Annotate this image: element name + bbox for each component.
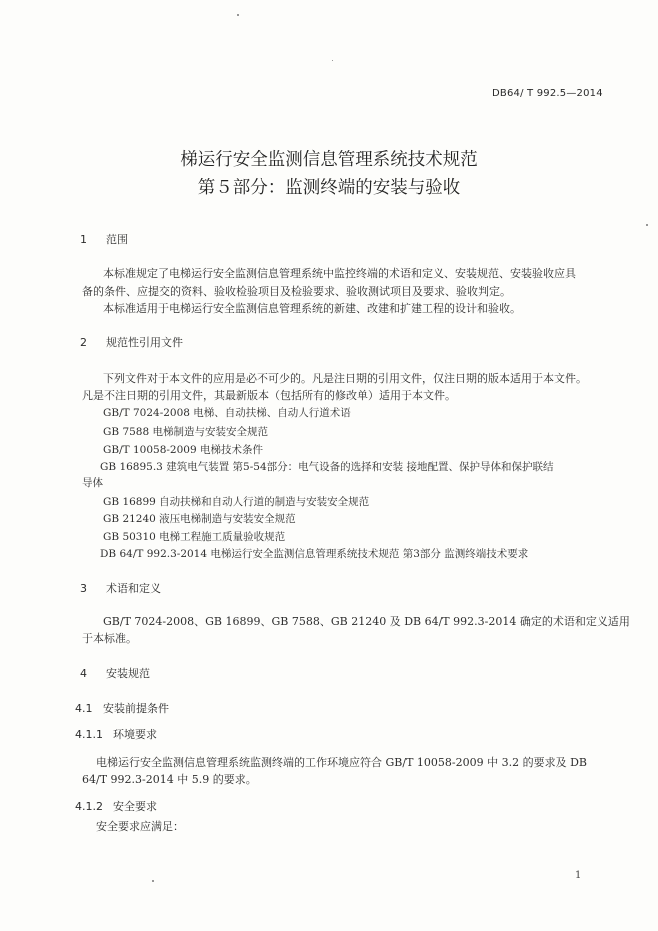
section-number: 2 <box>80 336 87 349</box>
paragraph: 备的条件、应提交的资料、验收检验项目及检验要求、验收测试项目及要求、验收判定。 <box>82 285 511 298</box>
section-heading-scope <box>80 231 128 247</box>
scan-speck <box>332 60 333 61</box>
section-title: 术语和定义 <box>106 582 161 595</box>
paragraph: 下列文件对于本文件的应用是必不可少的。凡是注日期的引用文件，仅注日期的版本适用于本文件。 <box>103 372 587 385</box>
paragraph: 凡是不注日期的引用文件，其最新版本（包括所有的修改单）适用于本文件。 <box>82 389 456 402</box>
reference-item: GB/T 10058-2009 电梯技术条件 <box>103 444 263 456</box>
subsection-title: 安全要求 <box>113 800 157 813</box>
section-heading-terms <box>80 580 161 596</box>
paragraph: 本标准规定了电梯运行安全监测信息管理系统中监控终端的术语和定义、安装规范、安装验收应具 <box>103 267 576 280</box>
scan-speck <box>646 224 648 226</box>
subsection-number: 4.1 <box>75 702 93 715</box>
paragraph: 本标准适用于电梯运行安全监测信息管理系统的新建、改建和扩建工程的设计和验收。 <box>103 302 521 315</box>
reference-item: GB 16895.3 建筑电气装置 第5-54部分：电气设备的选择和安装 接地配置、保护导体和保护联结 <box>100 461 554 473</box>
reference-item: GB 7588 电梯制造与安装安全规范 <box>103 426 269 438</box>
subsection-number: 4.1.1 <box>75 728 103 741</box>
subsection-title: 环境要求 <box>113 728 157 741</box>
section-title: 规范性引用文件 <box>106 336 183 349</box>
subsection-heading-preconditions <box>75 700 169 716</box>
subsection-heading-safety <box>75 798 157 814</box>
paragraph: 安全要求应满足： <box>96 820 184 833</box>
page-number: 1 <box>575 870 582 881</box>
section-number: 3 <box>80 582 87 595</box>
section-title: 范围 <box>106 233 128 246</box>
paragraph: 于本标准。 <box>82 632 137 645</box>
document-title-line2: 第５部分：监测终端的安装与验收 <box>197 178 461 198</box>
subsection-title: 安装前提条件 <box>103 702 169 715</box>
section-number: 4 <box>80 667 87 680</box>
paragraph: 电梯运行安全监测信息管理系统监测终端的工作环境应符合 GB/T 10058-2009 中 3.2 的要求及 DB <box>96 756 587 769</box>
reference-item: GB 50310 电梯工程施工质量验收规范 <box>103 531 286 543</box>
paragraph: GB/T 7024-2008、GB 16899、GB 7588、GB 21240 及 DB 64/T 992.3-2014 确定的术语和定义适用 <box>103 615 630 628</box>
section-number: 1 <box>80 233 87 246</box>
document-title-line1: 梯运行安全监测信息管理系统技术规范 <box>180 150 478 170</box>
subsection-number: 4.1.2 <box>75 800 103 813</box>
reference-item: GB 21240 液压电梯制造与安装安全规范 <box>103 513 296 525</box>
reference-item: DB 64/T 992.3-2014 电梯运行安全监测信息管理系统技术规范 第3部分 监测终端技术要求 <box>100 548 529 560</box>
reference-item: GB 16899 自动扶梯和自动人行道的制造与安装安全规范 <box>103 496 370 508</box>
scan-speck <box>237 14 239 16</box>
section-heading-installation <box>80 665 150 681</box>
subsection-heading-environment <box>75 726 157 742</box>
document-number: DB64/ T 992.5—2014 <box>492 88 603 99</box>
paragraph: 64/T 992.3-2014 中 5.9 的要求。 <box>82 773 257 786</box>
reference-item-continuation: 导体 <box>82 477 103 489</box>
reference-item: GB/T 7024-2008 电梯、自动扶梯、自动人行道术语 <box>103 407 351 419</box>
scan-speck <box>152 880 154 882</box>
section-heading-normative-references <box>80 334 183 350</box>
section-title: 安装规范 <box>106 667 150 680</box>
